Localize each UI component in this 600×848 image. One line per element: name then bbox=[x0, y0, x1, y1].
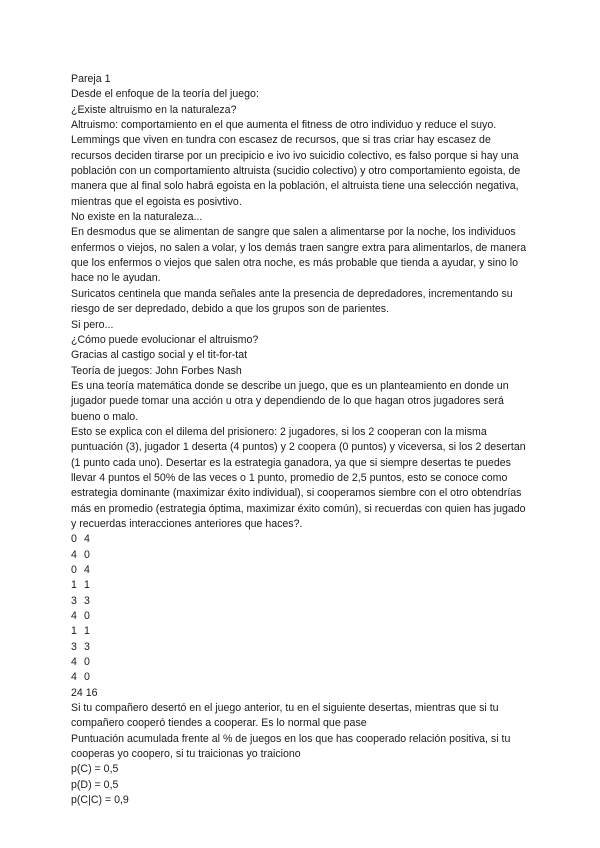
score-player-2: 4 bbox=[84, 564, 90, 576]
score-player-1: 1 bbox=[71, 625, 77, 638]
score-row bbox=[71, 640, 531, 655]
score-player-2: 0 bbox=[84, 548, 90, 561]
document-body bbox=[71, 72, 531, 809]
paragraph-altruismo: Altruismo: comportamiento en el que aumenta el fitness de otro individuo y reduce el suyo. Lemmings que viven en tundra con escasez de recursos, que si tras criar hay escasez de recursos deciden tirarse por un precipicio e ivo ivo suicidio colectivo, es falso porque si hay una población con un comportamiento altruista (sucidio colectivo) y otro comportamiento egoista, de manera que al final solo habrá egoista en la población, el altruista tiene una selección negativa, mientras que el egoista es posivtivo. bbox=[71, 119, 521, 208]
score-player-2: 3 bbox=[84, 640, 90, 653]
probability-line: p(D) = 0,5 bbox=[71, 778, 119, 791]
score-player-1: 4 bbox=[71, 548, 77, 561]
line-totals: 24 16 bbox=[71, 686, 98, 699]
line-teoria-juegos: Teoría de juegos: John Forbes Nash bbox=[71, 364, 242, 377]
score-row bbox=[71, 563, 531, 578]
score-player-2: 1 bbox=[84, 625, 90, 638]
score-player-1: 0 bbox=[71, 533, 77, 546]
score-row bbox=[71, 532, 531, 547]
score-row bbox=[71, 655, 531, 670]
score-player-2: 0 bbox=[84, 610, 90, 623]
score-player-1: 1 bbox=[71, 579, 77, 592]
question-altruismo: ¿Existe altruismo en la naturaleza? bbox=[71, 103, 237, 116]
score-row bbox=[71, 670, 531, 685]
question-evolucion: ¿Cómo puede evolucionar el altruismo? bbox=[71, 333, 259, 346]
score-player-2: 0 bbox=[84, 656, 90, 669]
score-row bbox=[71, 594, 531, 609]
probability-line: p(C) = 0,5 bbox=[71, 763, 119, 776]
line-no-existe: No existe en la naturaleza... bbox=[71, 211, 203, 224]
score-row bbox=[71, 609, 531, 624]
subtitle-line: Desde el enfoque de la teoría del juego: bbox=[71, 88, 259, 101]
title-line: Pareja 1 bbox=[71, 73, 111, 85]
paragraph-suricatos: Suricatos centinela que manda señales ante la presencia de depredadores, incrementando su riesgo de ser depredado, debido a que los grupos son de parientes. bbox=[71, 287, 513, 316]
score-player-1: 4 bbox=[71, 610, 77, 623]
line-castigo: Gracias al castigo social y el tit-for-tat bbox=[71, 349, 248, 362]
probability-list bbox=[71, 762, 531, 808]
score-player-2: 0 bbox=[84, 671, 90, 684]
score-row bbox=[71, 624, 531, 639]
score-player-1: 3 bbox=[71, 594, 77, 607]
score-list bbox=[71, 532, 531, 685]
line-si-pero: Si pero... bbox=[71, 318, 114, 331]
score-row bbox=[71, 548, 531, 563]
score-player-2: 3 bbox=[84, 594, 90, 607]
score-player-1: 3 bbox=[71, 640, 77, 653]
score-player-2: 1 bbox=[84, 579, 90, 592]
paragraph-puntuacion: Puntuación acumulada frente al % de juegos en los que has cooperado relación positiva, si tu cooperas yo coopero, si tu traicionas yo traiciono bbox=[71, 732, 511, 761]
score-player-1: 4 bbox=[71, 656, 77, 669]
score-player-2: 4 bbox=[84, 533, 90, 546]
paragraph-definicion: Es una teoría matemática donde se describe un juego, que es un planteamiento en donde un jugador puede tomar una acción u otra y dependiendo de lo que hagan otros jugadores será bueno o malo. bbox=[71, 379, 509, 423]
score-player-1: 0 bbox=[71, 564, 77, 576]
paragraph-dilema: Esto se explica con el dilema del prisionero: 2 jugadores, si los 2 cooperan con la misma puntuación (3), jugador 1 deserta (4 puntos) y 2 coopera (0 puntos) y viceversa, si los 2 desertan (1 punto cada uno). Desertar es la estrategia ganadora, ya que si siempre desertas te puedes llevar 4 puntos el 50% de las veces o 1 punto, promedio de 2,5 puntos, esto se conoce como estrategia dominante (maximizar éxito individual), si cooperamos siembre con el otro obtendrías más en promedio (estrategia óptima, maximizar éxito común), si recuerdas con quien has jugado y recuerdas interacciones anteriores que haces?. bbox=[71, 425, 526, 530]
score-player-1: 4 bbox=[71, 671, 77, 684]
paragraph-tu-companero: Si tu compañero desertó en el juego anterior, tu en el siguiente desertas, mientras que si tu compañero cooperó tiendes a cooperar. Es lo normal que pase bbox=[71, 702, 499, 730]
paragraph-desmodus: En desmodus que se alimentan de sangre que salen a alimentarse por la noche, los individuos enfermos o viejos, no salen a volar, y los demás traen sangre extra para alimentarlos, de manera que los enfermos o viejos que salen otra noche, es más probable que tienda a ayudar, y sino lo hace no le ayudan. bbox=[71, 226, 527, 285]
probability-line: p(C|C) = 0,9 bbox=[71, 794, 129, 807]
score-row bbox=[71, 578, 531, 593]
